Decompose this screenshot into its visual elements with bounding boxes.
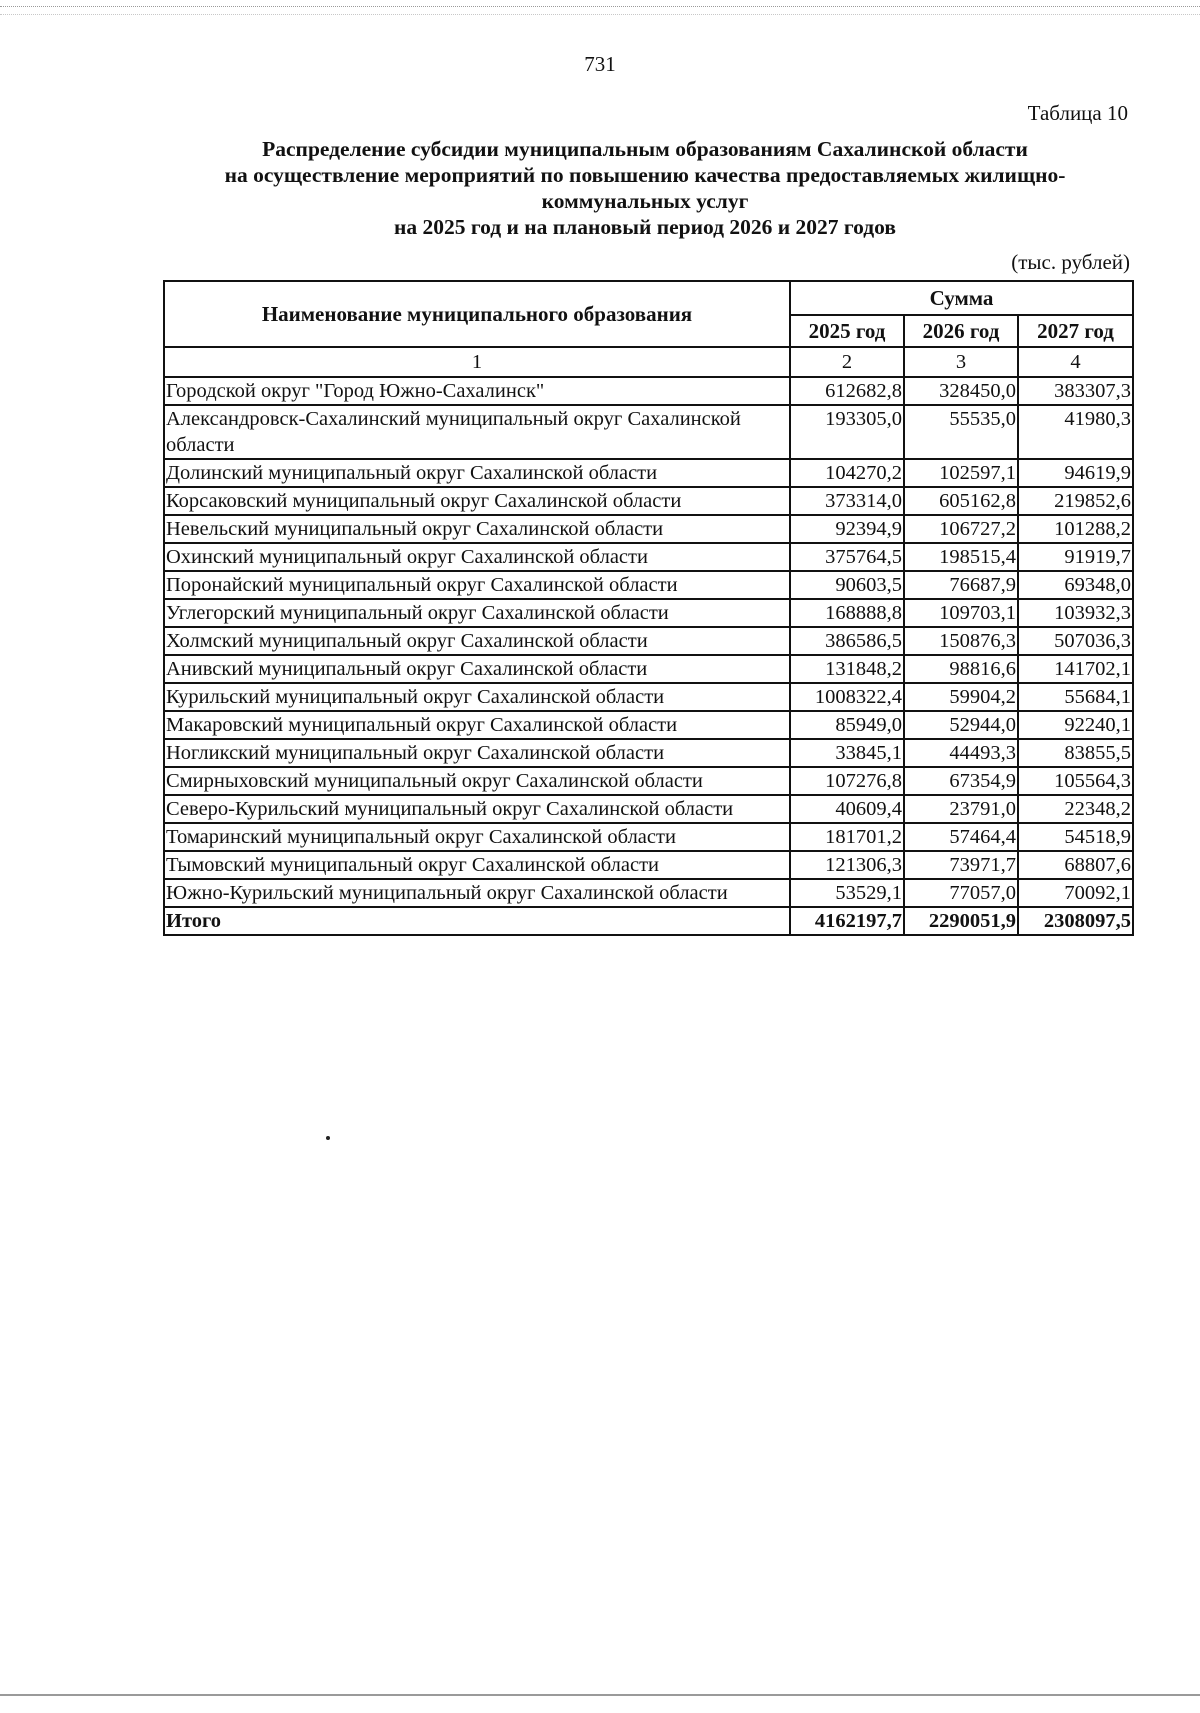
value-2026: 106727,2 [904,515,1018,543]
value-2026: 150876,3 [904,627,1018,655]
title-line: на 2025 год и на плановый период 2026 и 2027 годов [394,215,896,239]
value-2027: 54518,9 [1018,823,1133,851]
value-2026: 55535,0 [904,405,1018,459]
value-2027: 219852,6 [1018,487,1133,515]
value-2026: 23791,0 [904,795,1018,823]
value-2026: 328450,0 [904,377,1018,405]
value-2027: 83855,5 [1018,739,1133,767]
table-row [164,655,1133,683]
municipality-name: Макаровский муниципальный округ Сахалинской области [164,711,790,739]
value-2026: 605162,8 [904,487,1018,515]
value-2025: 1008322,4 [790,683,904,711]
title-line: Распределение субсидии муниципальным образованиям Сахалинской области [262,137,1028,161]
value-2027: 101288,2 [1018,515,1133,543]
table-row [164,515,1133,543]
municipality-name: Холмский муниципальный округ Сахалинской области [164,627,790,655]
table-row [164,823,1133,851]
table-row [164,851,1133,879]
page-number: 731 [584,52,616,76]
table-body [164,377,1133,907]
municipality-name: Смирныховский муниципальный округ Сахалинской области [164,767,790,795]
municipality-name: Александровск-Сахалинский муниципальный округ Сахалинской области [164,405,790,459]
value-2026: 102597,1 [904,459,1018,487]
scan-edge-top [0,6,1200,11]
title-line: на осуществление мероприятий по повышению качества предоставляемых жилищно- [224,163,1066,187]
value-2025: 33845,1 [790,739,904,767]
scan-edge-top-dots [0,14,1200,16]
value-2027: 141702,1 [1018,655,1133,683]
municipality-name: Охинский муниципальный округ Сахалинской области [164,543,790,571]
table-label: Таблица 10 [1027,101,1128,125]
total-row [164,907,1133,935]
table-row [164,543,1133,571]
municipality-name: Поронайский муниципальный округ Сахалинской области [164,571,790,599]
value-2025: 131848,2 [790,655,904,683]
value-2026: 98816,6 [904,655,1018,683]
value-2026: 44493,3 [904,739,1018,767]
value-2025: 168888,8 [790,599,904,627]
value-2026: 73971,7 [904,851,1018,879]
value-2025: 53529,1 [790,879,904,907]
value-2026: 67354,9 [904,767,1018,795]
value-2025: 193305,0 [790,405,904,459]
municipality-name: Долинский муниципальный округ Сахалинской области [164,459,790,487]
municipality-name: Южно-Курильский муниципальный округ Сахалинской области [164,879,790,907]
municipality-name: Корсаковский муниципальный округ Сахалинской области [164,487,790,515]
table-row [164,487,1133,515]
value-2026: 57464,4 [904,823,1018,851]
value-2027: 68807,6 [1018,851,1133,879]
table-row [164,599,1133,627]
table-row [164,879,1133,907]
total-label: Итого [164,907,790,935]
value-2027: 94619,9 [1018,459,1133,487]
value-2025: 104270,2 [790,459,904,487]
value-2027: 507036,3 [1018,627,1133,655]
value-2027: 91919,7 [1018,543,1133,571]
table-row [164,405,1133,459]
header-sum: Сумма [790,281,1133,315]
table-row [164,459,1133,487]
table-row [164,739,1133,767]
document-title [150,136,1140,240]
scan-speck [326,1136,330,1140]
title-line: коммунальных услуг [541,189,749,213]
municipality-name: Томаринский муниципальный округ Сахалинской области [164,823,790,851]
value-2025: 40609,4 [790,795,904,823]
header-year-2026: 2026 год [904,315,1018,347]
header-year-2027: 2027 год [1018,315,1133,347]
value-2027: 105564,3 [1018,767,1133,795]
header-name: Наименование муниципального образования [164,281,790,347]
table-row [164,795,1133,823]
municipality-name: Ногликский муниципальный округ Сахалинской области [164,739,790,767]
value-2027: 22348,2 [1018,795,1133,823]
value-2025: 121306,3 [790,851,904,879]
column-number: 2 [790,347,904,377]
value-2025: 90603,5 [790,571,904,599]
municipality-name: Тымовский муниципальный округ Сахалинской области [164,851,790,879]
column-number-row [164,347,1133,377]
value-2025: 181701,2 [790,823,904,851]
value-2025: 375764,5 [790,543,904,571]
value-2027: 41980,3 [1018,405,1133,459]
table-row [164,571,1133,599]
value-2027: 55684,1 [1018,683,1133,711]
municipality-name: Невельский муниципальный округ Сахалинской области [164,515,790,543]
table-row [164,683,1133,711]
municipality-name: Городской округ "Город Южно-Сахалинск" [164,377,790,405]
value-2025: 612682,8 [790,377,904,405]
value-2026: 76687,9 [904,571,1018,599]
value-2026: 59904,2 [904,683,1018,711]
value-2027: 69348,0 [1018,571,1133,599]
value-2027: 70092,1 [1018,879,1133,907]
municipality-name: Углегорский муниципальный округ Сахалинской области [164,599,790,627]
total-2027: 2308097,5 [1018,907,1133,935]
municipality-name: Северо-Курильский муниципальный округ Сахалинской области [164,795,790,823]
value-2025: 386586,5 [790,627,904,655]
value-2026: 77057,0 [904,879,1018,907]
header-year-2025: 2025 год [790,315,904,347]
column-number: 3 [904,347,1018,377]
value-2026: 198515,4 [904,543,1018,571]
value-2025: 92394,9 [790,515,904,543]
value-2027: 383307,3 [1018,377,1133,405]
value-2025: 373314,0 [790,487,904,515]
table-row [164,711,1133,739]
table-row [164,767,1133,795]
table-row [164,377,1133,405]
subsidy-table [163,280,1134,936]
value-2026: 52944,0 [904,711,1018,739]
value-2027: 103932,3 [1018,599,1133,627]
total-2026: 2290051,9 [904,907,1018,935]
column-number: 4 [1018,347,1133,377]
municipality-name: Анивский муниципальный округ Сахалинской области [164,655,790,683]
units-label: (тыс. рублей) [1011,250,1130,274]
value-2025: 107276,8 [790,767,904,795]
municipality-name: Курильский муниципальный округ Сахалинской области [164,683,790,711]
value-2025: 85949,0 [790,711,904,739]
total-2025: 4162197,7 [790,907,904,935]
value-2027: 92240,1 [1018,711,1133,739]
column-number: 1 [164,347,790,377]
value-2026: 109703,1 [904,599,1018,627]
table-row [164,627,1133,655]
scan-edge-bottom [0,1694,1200,1696]
